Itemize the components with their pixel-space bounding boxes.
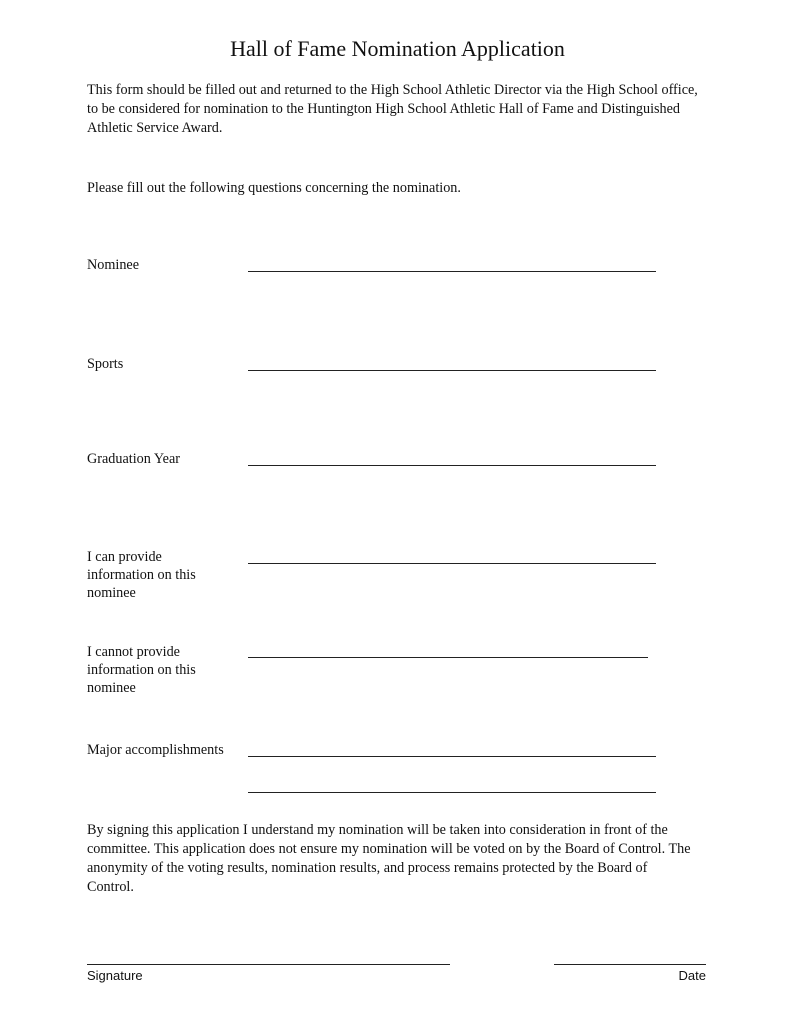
cannot-provide-label: I cannot provide information on this nominee xyxy=(87,644,196,696)
page-title: Hall of Fame Nomination Application xyxy=(230,36,565,61)
date-label: Date xyxy=(678,968,706,983)
graduation-year-label: Graduation Year xyxy=(87,451,180,467)
graduation-year-field[interactable] xyxy=(248,465,656,466)
major-accomplishments-field[interactable] xyxy=(248,756,656,757)
nominee-field[interactable] xyxy=(248,271,656,272)
cannot-provide-field[interactable] xyxy=(248,657,648,658)
instructions-text: Please fill out the following questions concerning the nomination. xyxy=(87,180,461,196)
agreement-paragraph: By signing this application I understand my nomination will be taken into consideration in front of the committee. This application does not ensure my nomination will be voted on by the Board of Control. The anonymity of the voting results, nomination results, and process remains protected by the Board of Control. xyxy=(87,822,691,895)
nominee-label: Nominee xyxy=(87,257,140,273)
intro-paragraph: This form should be filled out and returned to the High School Athletic Director via the High School office, to be considered for nomination to the Huntington High School Athletic Hall of Fame and Distinguished Athletic Service Award. xyxy=(87,82,698,136)
sports-field[interactable] xyxy=(248,370,656,371)
signature-line[interactable] xyxy=(87,964,450,965)
date-line[interactable] xyxy=(554,964,706,965)
signature-label: Signature xyxy=(87,968,143,983)
major-accomplishments-field-line-2[interactable] xyxy=(248,792,656,793)
can-provide-field[interactable] xyxy=(248,563,656,564)
major-accomplishments-label: Major accomplishments xyxy=(87,742,224,758)
sports-label: Sports xyxy=(87,356,124,372)
can-provide-label: I can provide information on this nominee xyxy=(87,549,196,601)
